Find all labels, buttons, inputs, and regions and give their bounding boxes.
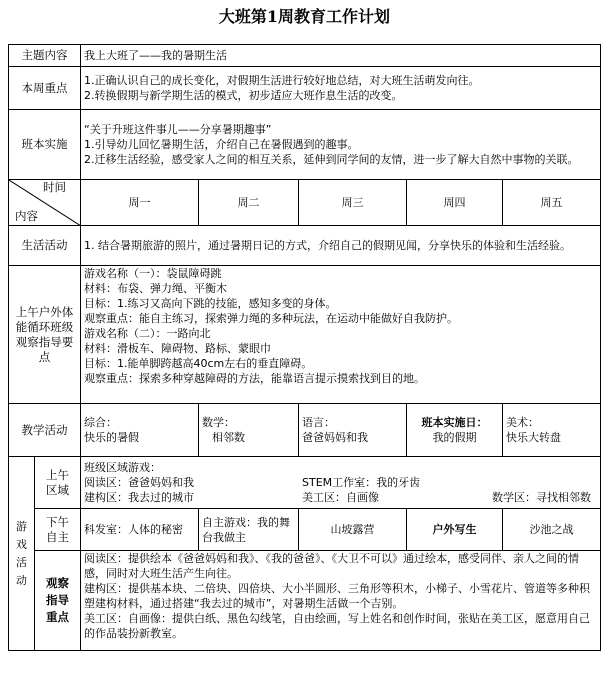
day-header: 周四 [407,180,503,226]
outdoor-line: 观察重点：探索多种穿越障碍的方法，能靠语言提示摸索找到目的地。 [84,372,425,385]
outdoor-row [9,266,601,404]
game-label-text: 游戏活动 [16,519,27,587]
day-header: 周二 [199,180,299,226]
afternoon-row [9,509,601,551]
class-impl-row [9,110,601,180]
teaching-subject: 综合： [84,416,117,429]
focus-line: 2.转换假期与新学期生活的模式，初步适应大班作息生活的改变。 [84,89,403,102]
area-item: 美工区：自画像 [302,491,379,504]
area-list-row [84,475,597,490]
area-item: 阅读区：爸爸妈妈和我 [84,476,194,489]
outdoor-line: 观察重点：能自主练习，探索弹力绳的多种玩法，在运动中能做好自我防护。 [84,312,458,325]
outdoor-content [81,266,601,404]
area-list-row [84,490,597,505]
observe-line: 建构区：提供基本块、二倍块、四倍块、大小半圆形、三角形等积木，小梯子、小雪花片、管道等多种积塑建构材料，通过搭建“我去过的城市”，对暑期生活做一个吉别。 [84,582,590,610]
teaching-label: 教学活动 [9,404,81,457]
page-title: 大班第1周教育工作计划 [218,7,391,26]
outdoor-line: 目标：1.能单脚跨越高40cm左右的垂直障碍。 [84,357,313,370]
class-impl-content [81,110,601,180]
teaching-topic: 快乐大转盘 [506,431,561,444]
teaching-cell [81,404,199,457]
life-text: 1. 结合暑期旅游的照片，通过暑期日记的方式，介绍自己的假期见闻，分享快乐的体验和生活经验。 [81,226,601,266]
teaching-subject: 班本实施日： [421,416,488,429]
area-item: 建构区：我去过的城市 [84,491,194,504]
header-corner [9,180,81,226]
afternoon-cell: 山坡露营 [299,509,407,551]
teaching-row [9,404,601,457]
life-row [9,226,601,266]
class-impl-line: 2.迁移生活经验，感受家人之间的相互关系，延伸到同学间的友情，进一步了解大自然中事物的关联。 [84,153,579,166]
afternoon-cell: 科发室：人体的秘密 [81,509,199,551]
outdoor-line: 目标：1.练习又高向下跳的技能，感知多变的身体。 [84,297,337,310]
day-header: 周一 [81,180,199,226]
morning-area-row [9,457,601,509]
teaching-cell [407,404,503,457]
focus-content [81,67,601,110]
teaching-topic: 我的假期 [432,431,477,444]
teaching-cell [299,404,407,457]
teaching-subject: 数学： [202,416,235,429]
game-label [9,457,35,651]
header-time: 时间 [43,180,66,194]
teaching-cell [503,404,601,457]
theme-row [9,45,601,67]
observe-line: 阅读区：提供绘本《爸爸妈妈和我》、《我的爸爸》、《大卫不可以》通过绘本，感受同伴、亲人之间的情感，同时对大班生活产生向往。 [84,552,579,580]
area-item: 数学区：寻找相邻数 [492,491,591,504]
day-header: 周五 [503,180,601,226]
morning-area-label-text: 上午区域 [46,467,69,497]
outdoor-line: 材料：布袋、弹力绳、平衡木 [84,282,227,295]
header-row [9,180,601,226]
focus-label: 本周重点 [9,67,81,110]
class-impl-line: 1.引导幼儿回忆暑期生活，介绍自己在暑假遇到的趣事。 [84,138,359,151]
class-impl-label: 班本实施 [9,110,81,180]
afternoon-label-text: 下午自主 [46,514,69,544]
class-impl-line: “关于升班这件事儿——分享暑期趣事” [84,123,272,136]
life-label: 生活活动 [9,226,81,266]
teaching-subject: 语言： [302,416,335,429]
teaching-topic: 爸爸妈妈和我 [302,431,368,444]
area-heading: 班级区域游戏： [84,461,161,474]
header-content: 内容 [15,209,38,223]
observe-content [81,551,601,651]
afternoon-cell: 沙池之战 [503,509,601,551]
teaching-subject: 美术： [506,416,539,429]
observe-label [35,551,81,651]
observe-line: 美工区：自画像：提供白纸、黑色勾线笔，自由绘画，写上姓名和创作时间，张贴在美工区，愿意用自己的作品装扮新教室。 [84,612,590,640]
theme-value: 我上大班了——我的暑期生活 [81,45,601,67]
observe-row [9,551,601,651]
focus-line: 1.正确认识自己的成长变化，对假期生活进行较好地总结，对大班生活萌发向往。 [84,74,480,87]
teaching-topic: 相邻数 [212,431,245,444]
morning-area-label [35,457,81,509]
teaching-topic: 快乐的暑假 [84,431,139,444]
outdoor-label: 上午户外体能循环班级观察指导要点 [9,266,81,404]
afternoon-cell: 自主游戏：我的舞台我做主 [199,509,299,551]
outdoor-line: 游戏名称（二）：一路向北 [84,327,211,340]
afternoon-cell: 户外写生 [407,509,503,551]
teaching-cell [199,404,299,457]
morning-area-content [81,457,601,509]
area-item: STEM工作室：我的牙齿 [302,476,421,489]
day-header: 周三 [299,180,407,226]
focus-row [9,67,601,110]
observe-label-text: 观察指导重点 [46,576,69,624]
outdoor-line: 游戏名称（一）：袋鼠障碍跳 [84,267,222,280]
plan-table [8,44,601,651]
afternoon-label [35,509,81,551]
outdoor-line: 材料：滑板车、障碍物、路标、蒙眼巾 [84,342,271,355]
theme-label: 主题内容 [9,45,81,67]
